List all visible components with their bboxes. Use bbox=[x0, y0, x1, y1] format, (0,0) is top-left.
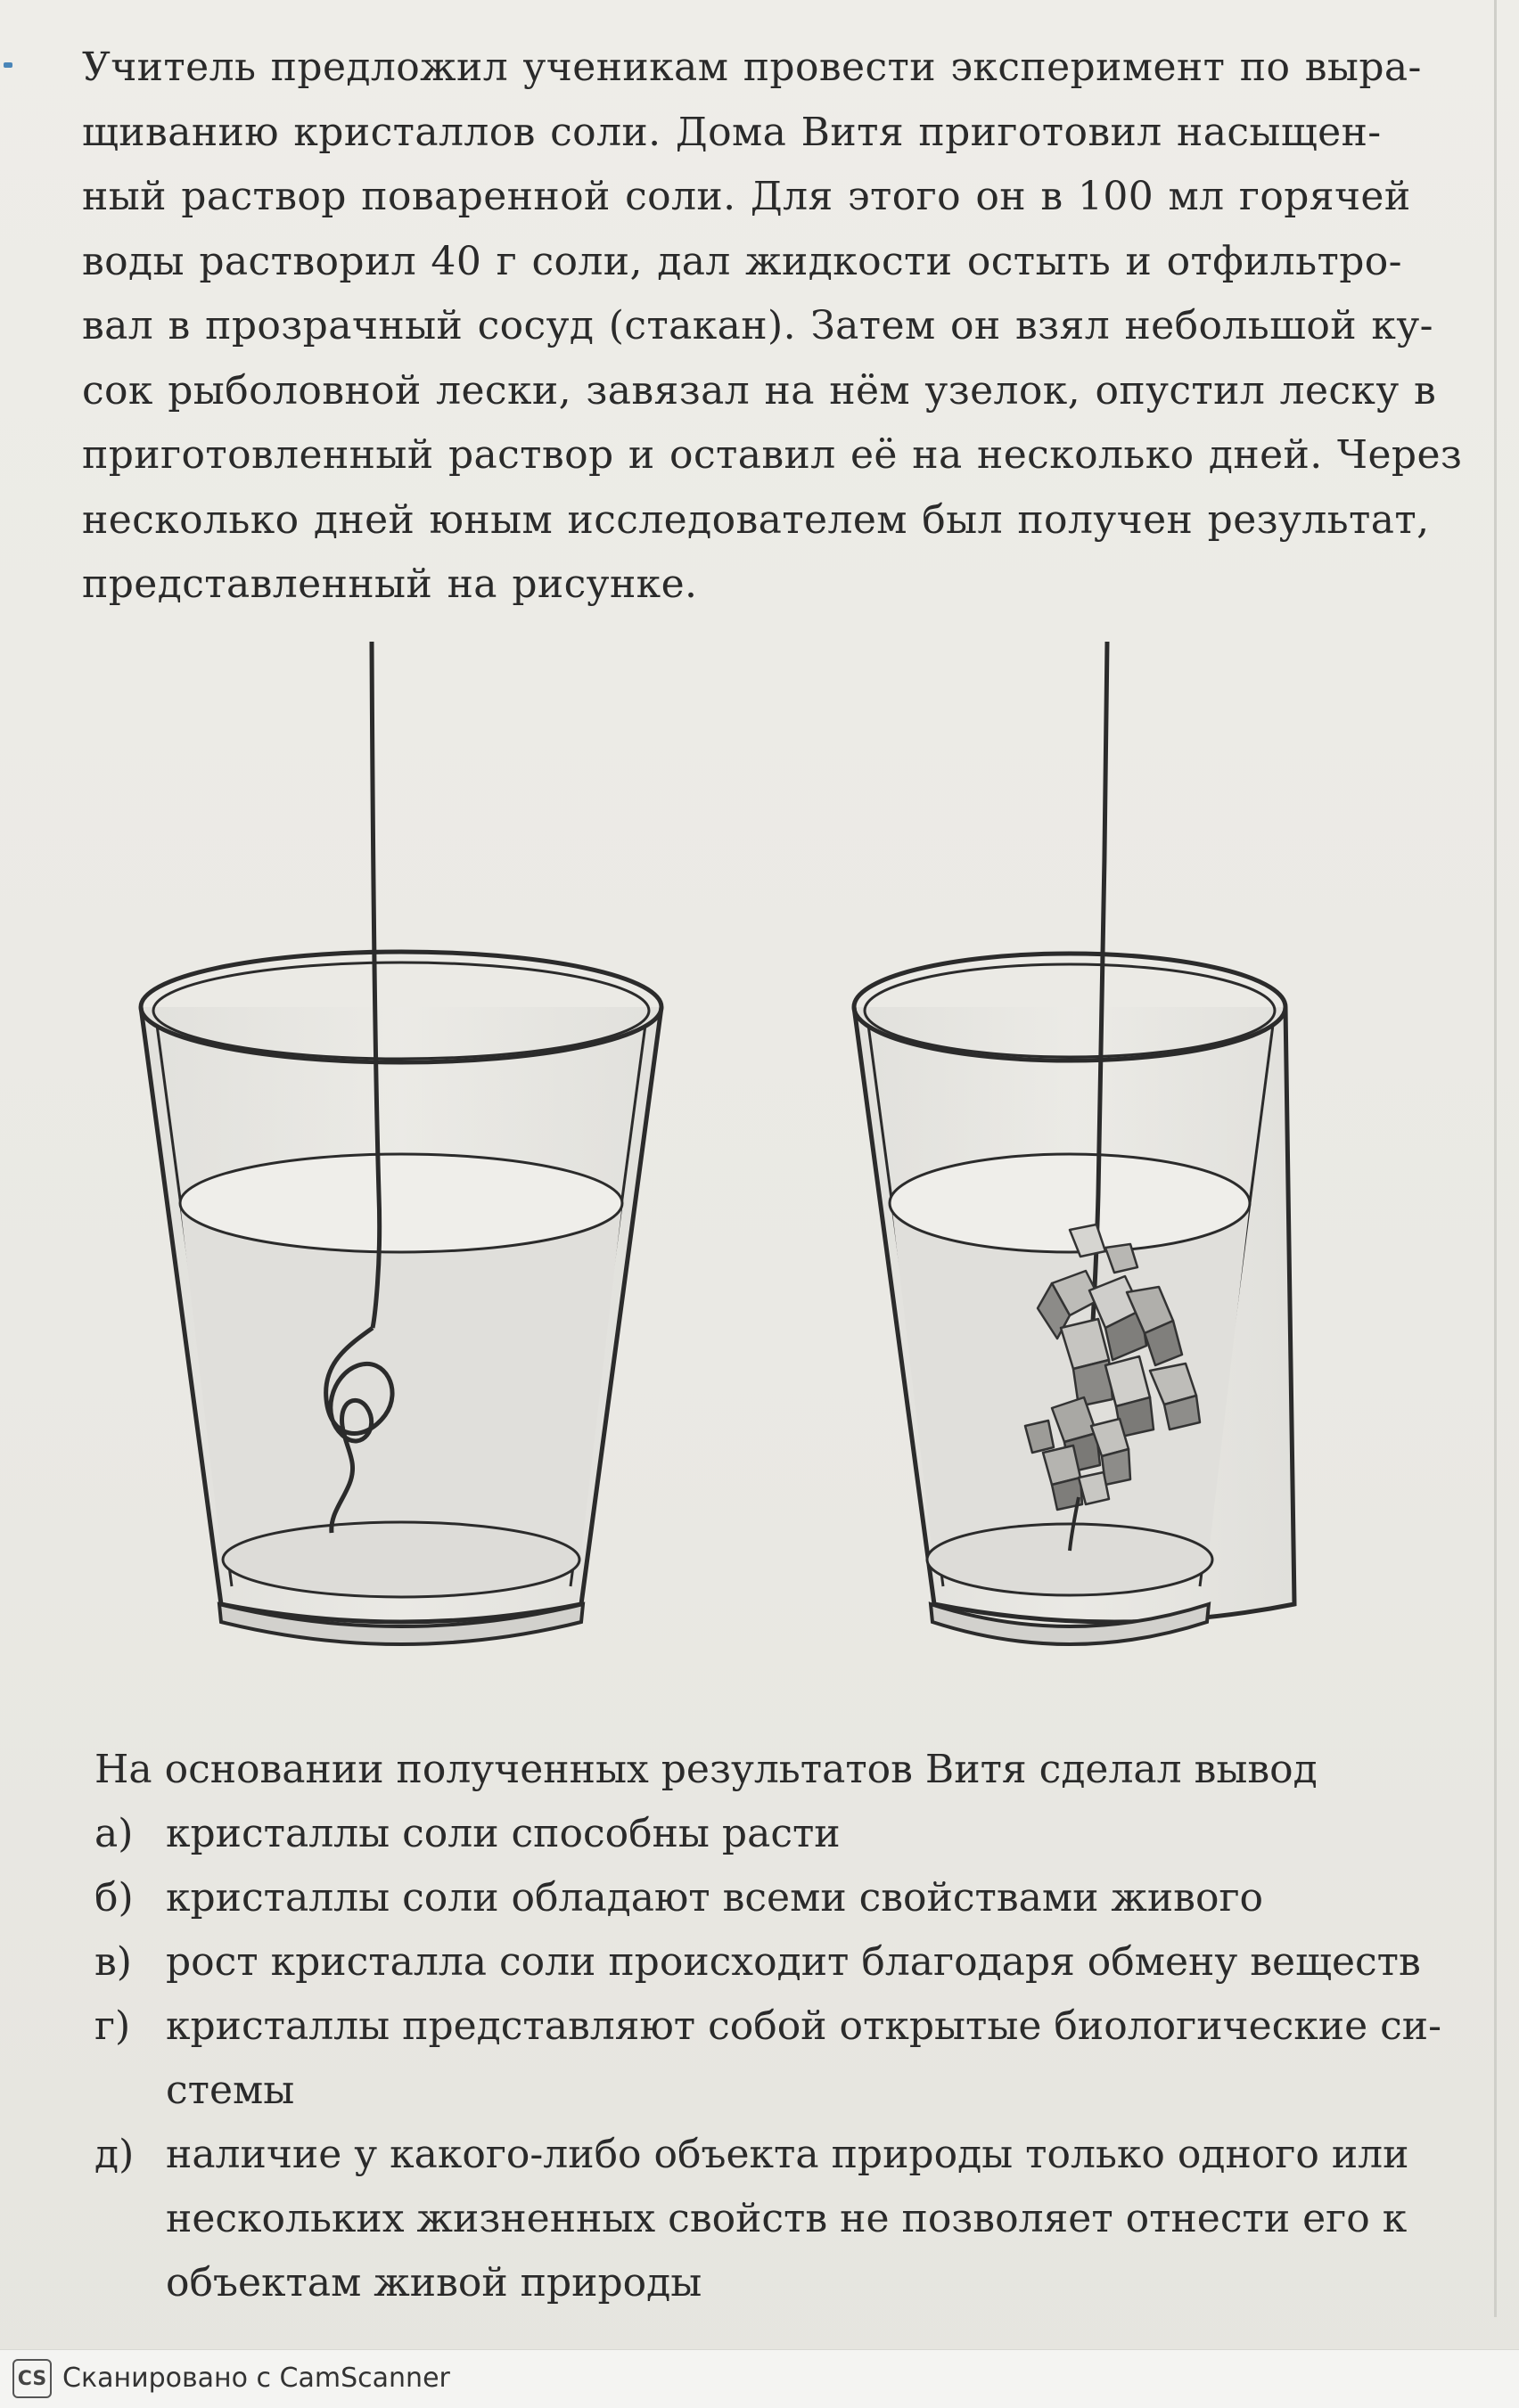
intro-line: несколько дней юным исследователем был получен результат, bbox=[82, 496, 1430, 543]
question-stem: На основании полученных результатов Витя сделал вывод bbox=[94, 1747, 1318, 1792]
option-letter: б) bbox=[94, 1875, 134, 1921]
option-letter: г) bbox=[94, 2003, 131, 2049]
intro-line: ный раствор поваренной соли. Для этого он в 100 мл горячей bbox=[82, 174, 1411, 219]
answer-option-b bbox=[94, 1866, 1485, 1930]
intro-line: воды растворил 40 г соли, дал жидкости остыть и отфильтро- bbox=[82, 238, 1402, 284]
option-text: кристаллы соли обладают всеми свойствами живого bbox=[166, 1875, 1263, 1921]
camscanner-logo-icon: CS bbox=[12, 2359, 52, 2398]
option-text: рост кристалла соли происходит благодаря обмену веществ bbox=[166, 1939, 1421, 1985]
option-letter: в) bbox=[94, 1939, 132, 1985]
intro-line: Учитель предложил ученикам провести эксперимент по выра- bbox=[82, 45, 1422, 90]
experiment-illustration bbox=[125, 642, 1301, 1711]
option-text: стемы bbox=[166, 2068, 295, 2113]
margin-marker bbox=[4, 62, 12, 68]
glass-with-crystals bbox=[854, 642, 1294, 1644]
answer-option-v bbox=[94, 1930, 1485, 1994]
scanner-footer bbox=[0, 2349, 1519, 2408]
option-letter: д) bbox=[94, 2132, 135, 2177]
option-text: кристаллы соли способны расти bbox=[166, 1811, 841, 1856]
glass-with-knot bbox=[141, 642, 661, 1644]
option-letter: а) bbox=[94, 1811, 134, 1856]
option-text: кристаллы представляют собой открытые биологические си- bbox=[166, 2003, 1441, 2049]
intro-line: вал в прозрачный сосуд (стакан). Затем он взял небольшой ку- bbox=[82, 303, 1433, 348]
intro-line: представленный на рисунке. bbox=[82, 561, 698, 607]
problem-text bbox=[82, 36, 1490, 618]
answer-option-a bbox=[94, 1802, 1485, 1866]
answer-options bbox=[94, 1802, 1485, 2315]
intro-line: щиванию кристаллов соли. Дома Витя приготовил насыщен- bbox=[82, 109, 1382, 155]
option-text: наличие у какого-либо объекта природы только одного или bbox=[166, 2132, 1409, 2177]
answer-option-g bbox=[94, 1994, 1485, 2123]
answer-option-d bbox=[94, 2123, 1485, 2315]
page-edge bbox=[1494, 0, 1497, 2317]
option-text: объектам живой природы bbox=[166, 2260, 702, 2306]
option-text: нескольких жизненных свойств не позволяет отнести его к bbox=[166, 2196, 1408, 2241]
intro-line: приготовленный раствор и оставил её на несколько дней. Через bbox=[82, 432, 1463, 478]
intro-line: сок рыболовной лески, завязал на нём узелок, опустил леску в bbox=[82, 367, 1437, 414]
scanner-watermark: Сканировано с CamScanner bbox=[62, 2363, 450, 2394]
